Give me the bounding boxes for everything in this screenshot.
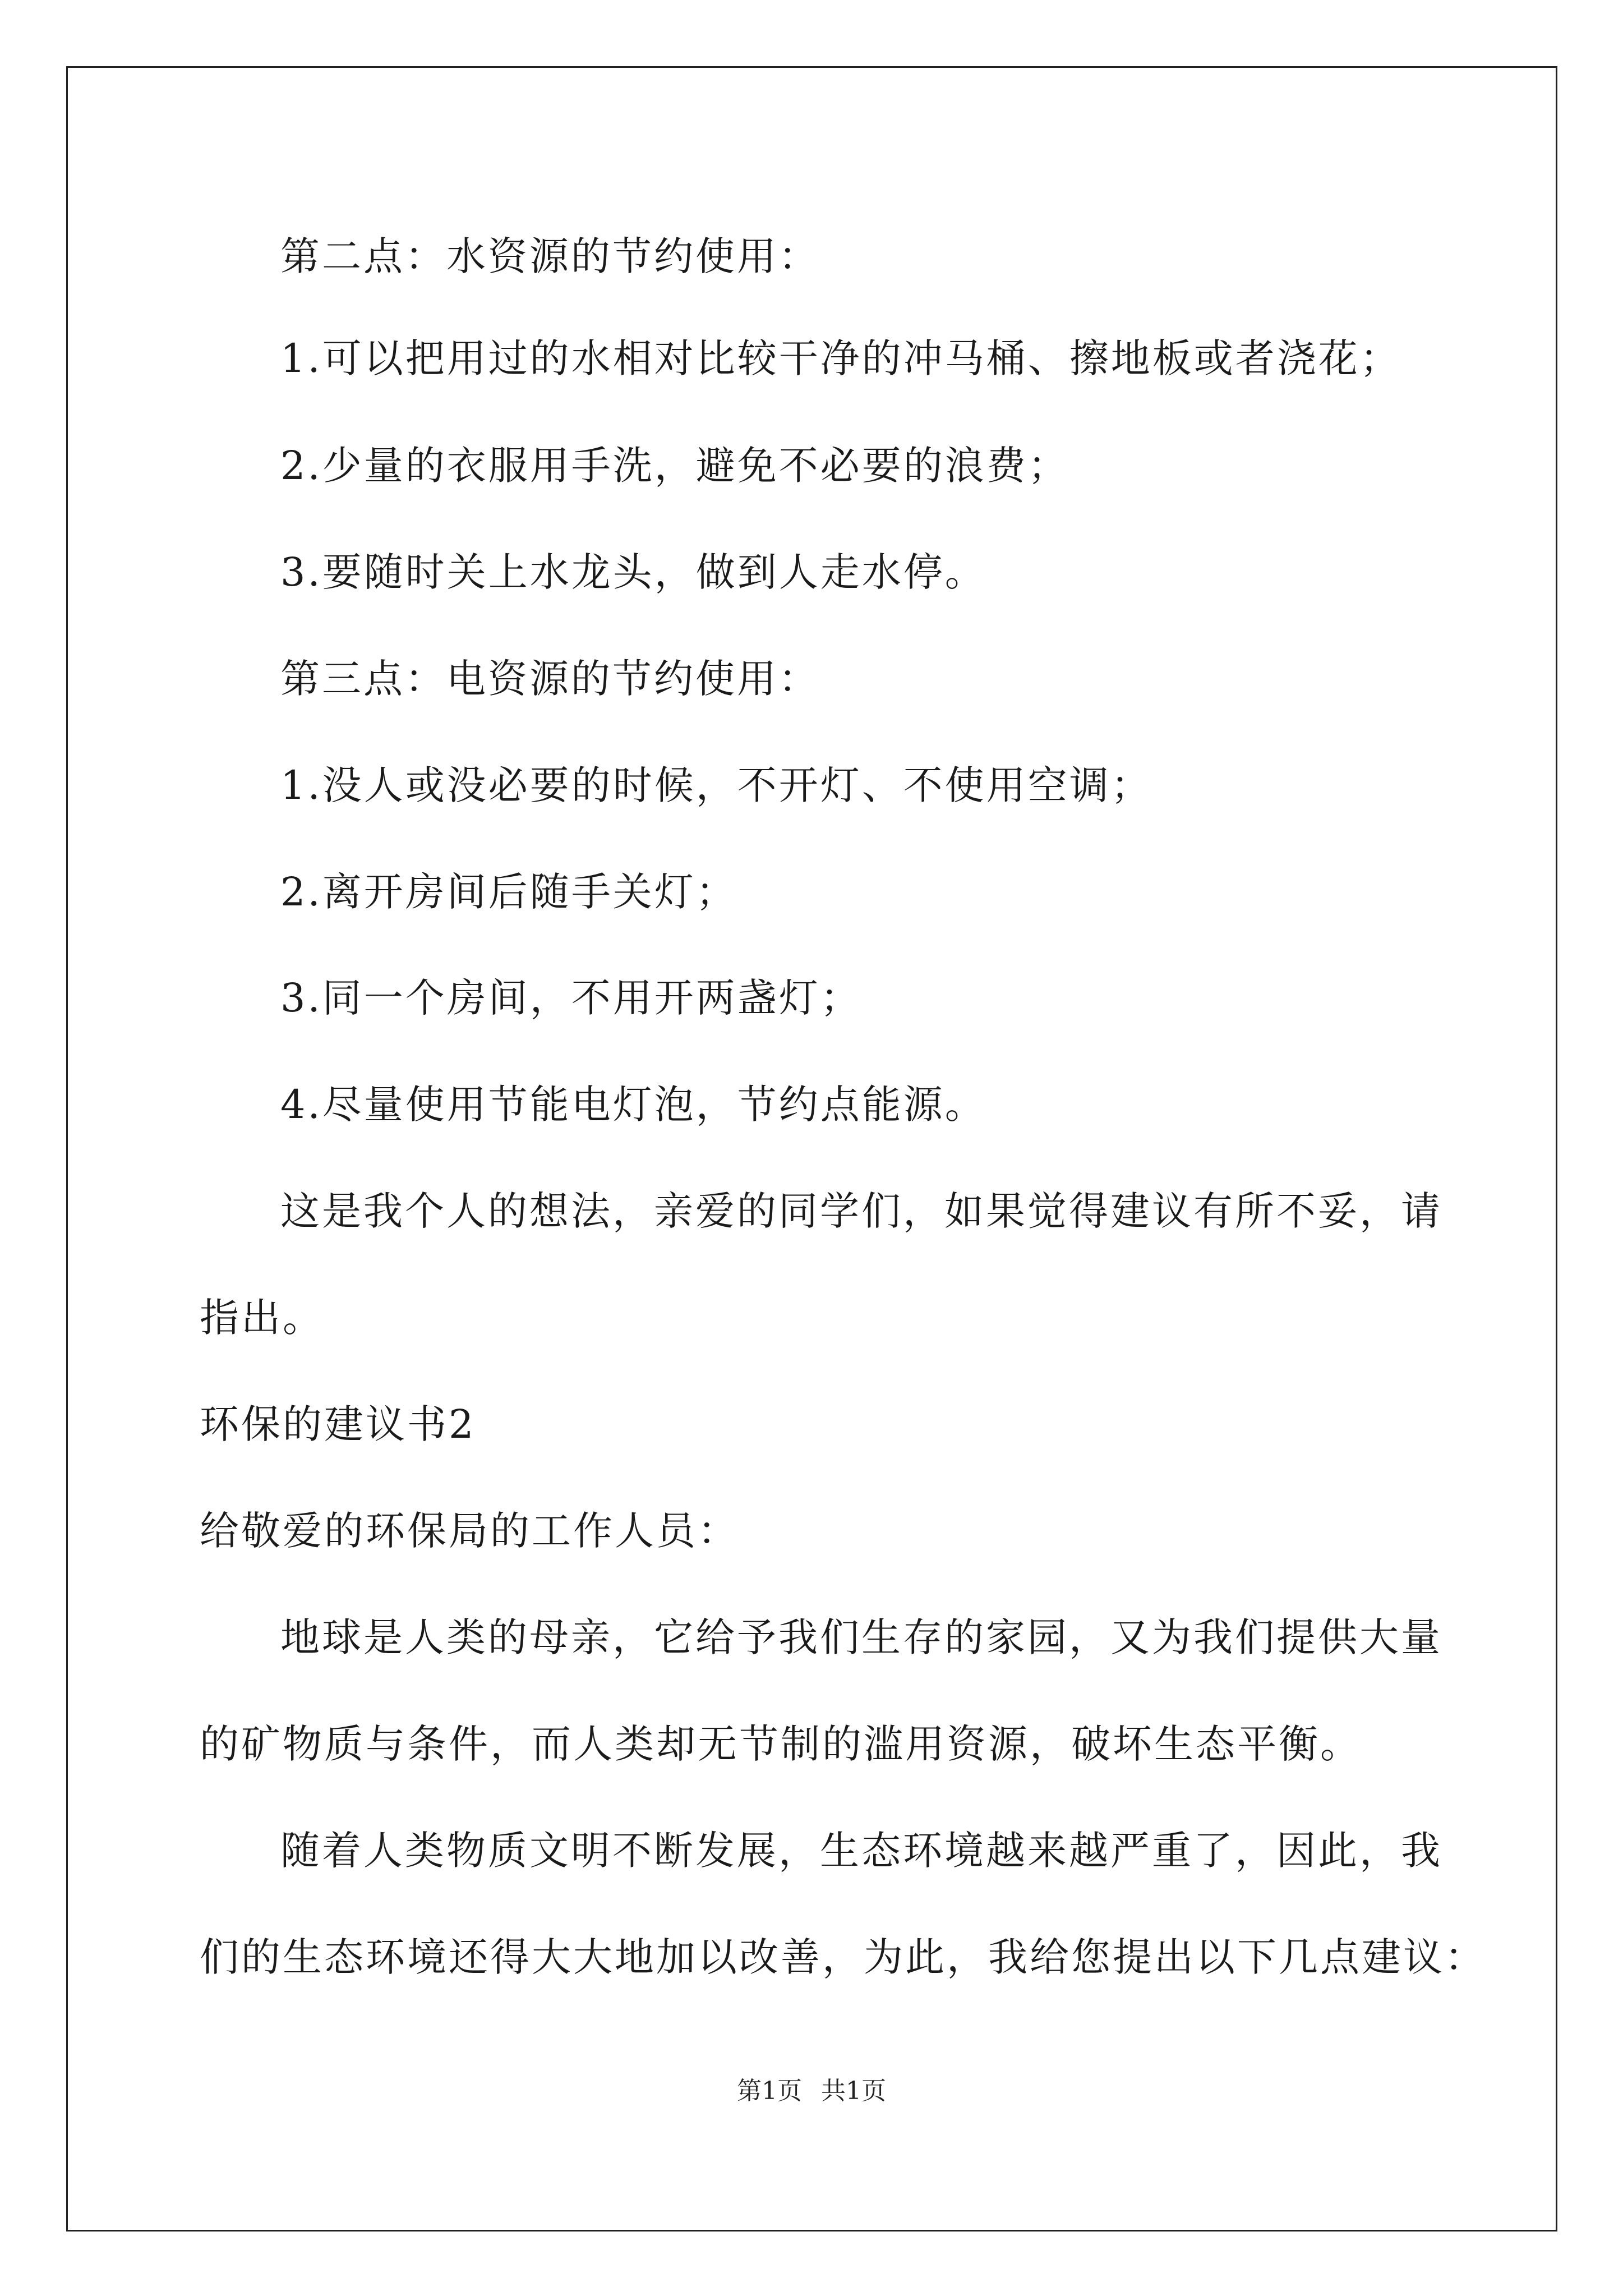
- list-item: 4.尽量使用节能电灯泡，节约点能源。: [280, 1082, 986, 1128]
- salutation: 给敬爱的环保局的工作人员：: [200, 1508, 739, 1554]
- page-total: 共1页: [821, 2077, 886, 2105]
- paragraph-line: 们的生态环境还得大大地加以改善，为此，我给您提出以下几点建议：: [200, 1934, 1486, 1980]
- paragraph-line: 随着人类物质文明不断发展，生态环境越来越严重了，因此，我: [280, 1828, 1442, 1874]
- page-footer: [0, 2074, 1623, 2108]
- page-number: 第1页: [737, 2077, 802, 2105]
- list-item: 2.少量的衣服用手洗，避免不必要的浪费；: [280, 443, 1069, 489]
- list-item: 1.可以把用过的水相对比较干净的冲马桶、擦地板或者浇花；: [280, 335, 1401, 381]
- document-title: 环保的建议书2: [200, 1401, 476, 1447]
- list-item: 3.要随时关上水龙头，做到人走水停。: [280, 549, 986, 595]
- page-border: [66, 66, 1557, 2231]
- list-item: 3.同一个房间，不用开两盏灯；: [280, 975, 862, 1021]
- section-heading-water: 第二点：水资源的节约使用：: [280, 233, 820, 279]
- section-heading-electricity: 第三点：电资源的节约使用：: [280, 656, 820, 702]
- paragraph-line: 指出。: [200, 1295, 324, 1341]
- paragraph-line: 的矿物质与条件，而人类却无节制的滥用资源，破坏生态平衡。: [200, 1721, 1362, 1767]
- list-item: 1.没人或没必要的时候，不开灯、不使用空调；: [280, 762, 1152, 808]
- paragraph-line: 这是我个人的想法，亲爱的同学们，如果觉得建议有所不妥，请: [280, 1188, 1442, 1234]
- paragraph-line: 地球是人类的母亲，它给予我们生存的家园，又为我们提供大量: [280, 1614, 1442, 1660]
- list-item: 2.离开房间后随手关灯；: [280, 869, 737, 915]
